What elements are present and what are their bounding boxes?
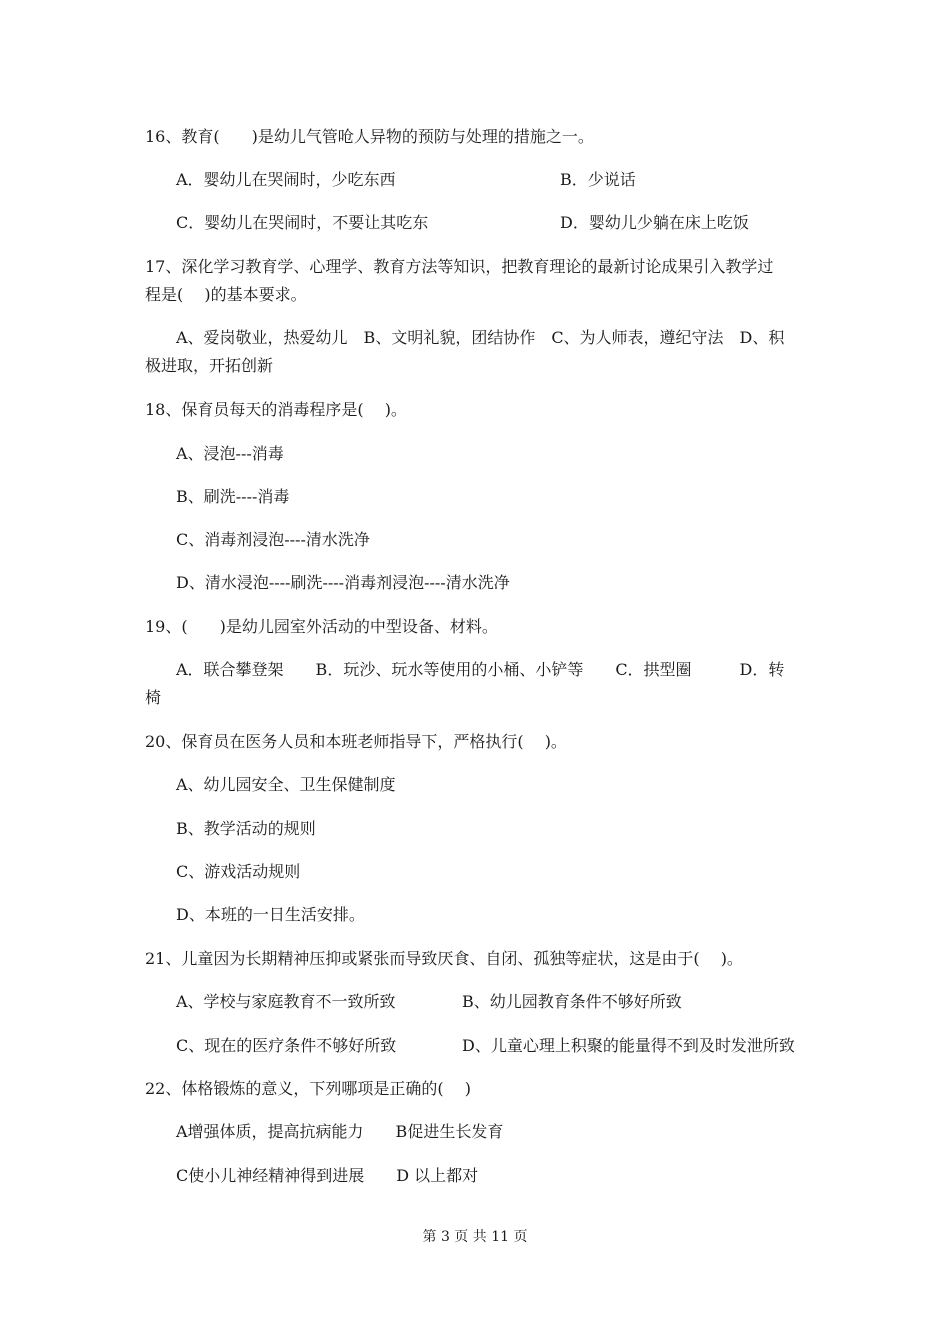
question-21-option-b: B、幼儿园教育条件不够好所致 (462, 992, 682, 1011)
question-21-option-c: C、现在的医疗条件不够好所致 (176, 1036, 397, 1055)
question-21-stem: 21、儿童因为长期精神压抑或紧张而导致厌食、自闭、孤独等症状，这是由于( )。 (145, 949, 743, 968)
question-16-option-b: B．少说话 (560, 170, 636, 189)
question-20-option-b: B、教学活动的规则 (176, 819, 316, 838)
question-21-option-d: D、儿童心理上积聚的能量得不到及时发泄所致 (462, 1036, 795, 1055)
question-20-option-c: C、游戏活动规则 (176, 862, 301, 881)
question-16-stem: 16、教育( )是幼儿气管呛人异物的预防与处理的措施之一。 (145, 127, 594, 146)
question-18-stem: 18、保育员每天的消毒程序是( )。 (145, 400, 407, 419)
page-number-footer: 第 3 页 共 11 页 (422, 1229, 528, 1245)
question-16-option-a: A．婴幼儿在哭闹时，少吃东西 (176, 170, 396, 189)
question-18-option-d: D、清水浸泡----刷洗----消毒剂浸泡----清水洗净 (176, 573, 510, 592)
question-18-option-b: B、刷洗----消毒 (176, 487, 290, 506)
question-17-options-line1: A、爱岗敬业，热爱幼儿 B、文明礼貌，团结协作 C、为人师表，遵纪守法 D、积 (176, 328, 785, 347)
question-18-option-c: C、消毒剂浸泡----清水洗净 (176, 530, 370, 549)
question-20-option-d: D、本班的一日生活安排。 (176, 905, 365, 924)
question-20-option-a: A、幼儿园安全、卫生保健制度 (176, 775, 396, 794)
question-19-options-line2: 椅 (145, 688, 162, 707)
question-16-option-c: C．婴幼儿在哭闹时，不要让其吃东 (176, 213, 429, 232)
question-17-options-line2: 极进取，开拓创新 (145, 356, 274, 375)
question-19-stem: 19、( )是幼儿园室外活动的中型设备、材料。 (145, 617, 498, 636)
question-17-stem-line1: 17、深化学习教育学、心理学、教育方法等知识，把教育理论的最新讨论成果引入教学过 (145, 257, 774, 276)
question-17-stem-line2: 程是( )的基本要求。 (145, 285, 307, 304)
question-16-option-d: D．婴幼儿少躺在床上吃饭 (560, 213, 749, 232)
question-22-options-line2: C使小儿神经精神得到进展 D 以上都对 (176, 1166, 479, 1185)
question-20-stem: 20、保育员在医务人员和本班老师指导下，严格执行( )。 (145, 732, 567, 751)
question-19-options-line1: A．联合攀登架 B．玩沙、玩水等使用的小桶、小铲等 C．拱型圈 D．转 (176, 660, 785, 679)
question-22-options-line1: A增强体质，提高抗病能力 B促进生长发育 (176, 1122, 504, 1141)
question-21-option-a: A、学校与家庭教育不一致所致 (176, 992, 396, 1011)
question-18-option-a: A、浸泡---消毒 (176, 444, 284, 463)
question-22-stem: 22、体格锻炼的意义，下列哪项是正确的( ) (145, 1079, 471, 1098)
